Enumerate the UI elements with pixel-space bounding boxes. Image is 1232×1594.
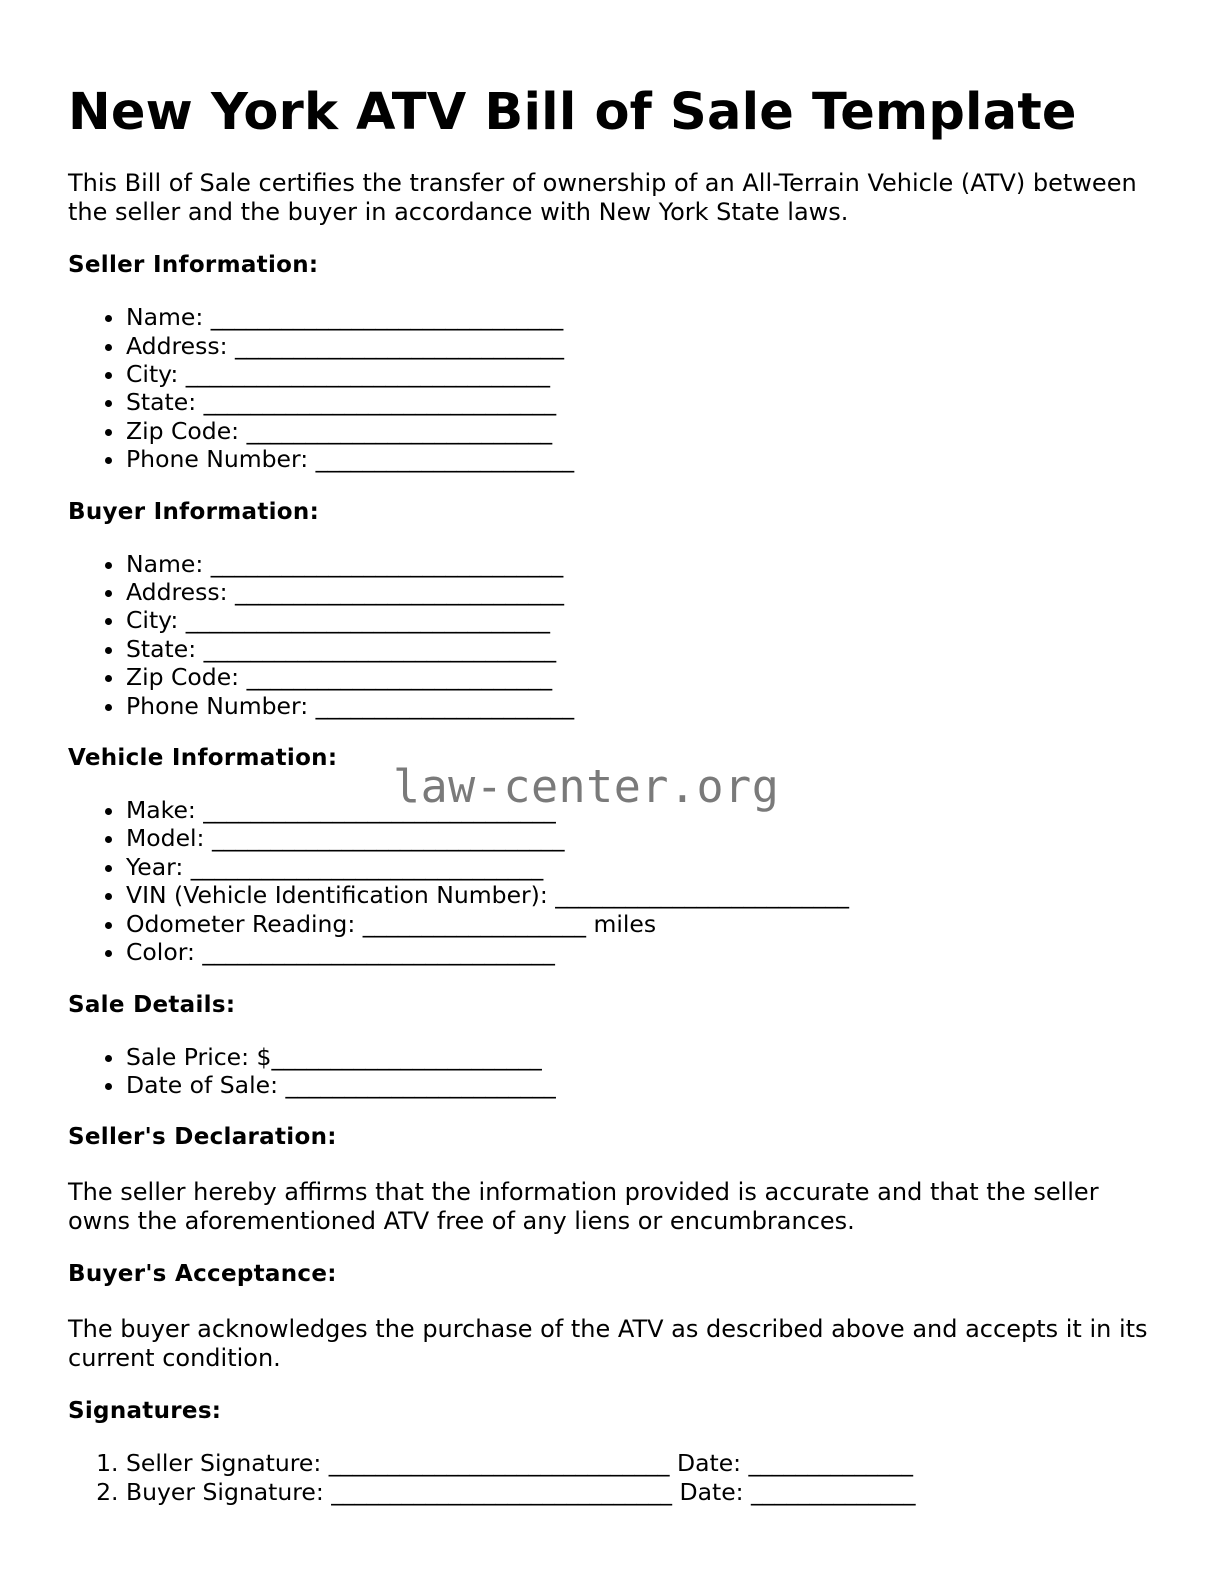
vehicle-vin-field: • VIN (Vehicle Identification Number): _________________________ [126, 881, 1168, 909]
signatures-heading: Signatures: [68, 1398, 222, 1425]
seller-zip-field: • Zip Code: __________________________ [126, 417, 1168, 445]
seller-declaration-heading: Seller's Declaration: [68, 1124, 337, 1151]
seller-name-field: • Name: ______________________________ [126, 303, 1168, 331]
watermark: law-center.org [393, 760, 780, 813]
signature-lines [68, 1449, 1168, 1506]
sale-price-field: • Sale Price: $_______________________ [126, 1043, 1168, 1071]
seller-state-field: • State: ______________________________ [126, 388, 1168, 416]
buyer-fields [68, 550, 1168, 720]
seller-heading: Seller Information: [68, 252, 319, 279]
seller-declaration-text: The seller hereby affirms that the information provided is accurate and that the seller owns the aforementioned ATV free of any liens or encumbrances. [68, 1178, 1099, 1236]
vehicle-fields [68, 796, 1168, 966]
intro-paragraph: This Bill of Sale certifies the transfer of ownership of an All-Terrain Vehicle (ATV) between the seller and the buyer in accordance with New York State laws. [68, 169, 1137, 227]
buyer-acceptance-heading: Buyer's Acceptance: [68, 1261, 337, 1288]
seller-city-field: • City: _______________________________ [126, 360, 1168, 388]
buyer-city-field: • City: _______________________________ [126, 606, 1168, 634]
vehicle-color-field: • Color: ______________________________ [126, 938, 1168, 966]
sale-heading: Sale Details: [68, 991, 236, 1018]
vehicle-year-field: • Year: ______________________________ [126, 853, 1168, 881]
buyer-state-field: • State: ______________________________ [126, 635, 1168, 663]
seller-signature-line: 1. Seller Signature: _____________________________ Date: ______________ [126, 1449, 1168, 1477]
seller-fields [68, 303, 1168, 473]
buyer-name-field: • Name: ______________________________ [126, 550, 1168, 578]
sale-date-field: • Date of Sale: _______________________ [126, 1071, 1168, 1099]
buyer-address-field: • Address: ____________________________ [126, 578, 1168, 606]
vehicle-odometer-field: • Odometer Reading: ___________________ miles [126, 910, 1168, 938]
seller-address-field: • Address: ____________________________ [126, 332, 1168, 360]
buyer-phone-field: • Phone Number: ______________________ [126, 692, 1168, 720]
buyer-acceptance-text: The buyer acknowledges the purchase of the ATV as described above and accepts it in its current condition. [68, 1315, 1148, 1373]
buyer-zip-field: • Zip Code: __________________________ [126, 663, 1168, 691]
buyer-heading: Buyer Information: [68, 498, 320, 525]
vehicle-make-field: • Make: ______________________________ [126, 796, 1168, 824]
vehicle-model-field: • Model: ______________________________ [126, 824, 1168, 852]
buyer-signature-line: 2. Buyer Signature: _____________________________ Date: ______________ [126, 1478, 1168, 1506]
seller-phone-field: • Phone Number: ______________________ [126, 445, 1168, 473]
sale-fields [68, 1043, 1168, 1100]
page-title: New York ATV Bill of Sale Template [68, 83, 1077, 142]
vehicle-heading: Vehicle Information: [68, 745, 338, 772]
